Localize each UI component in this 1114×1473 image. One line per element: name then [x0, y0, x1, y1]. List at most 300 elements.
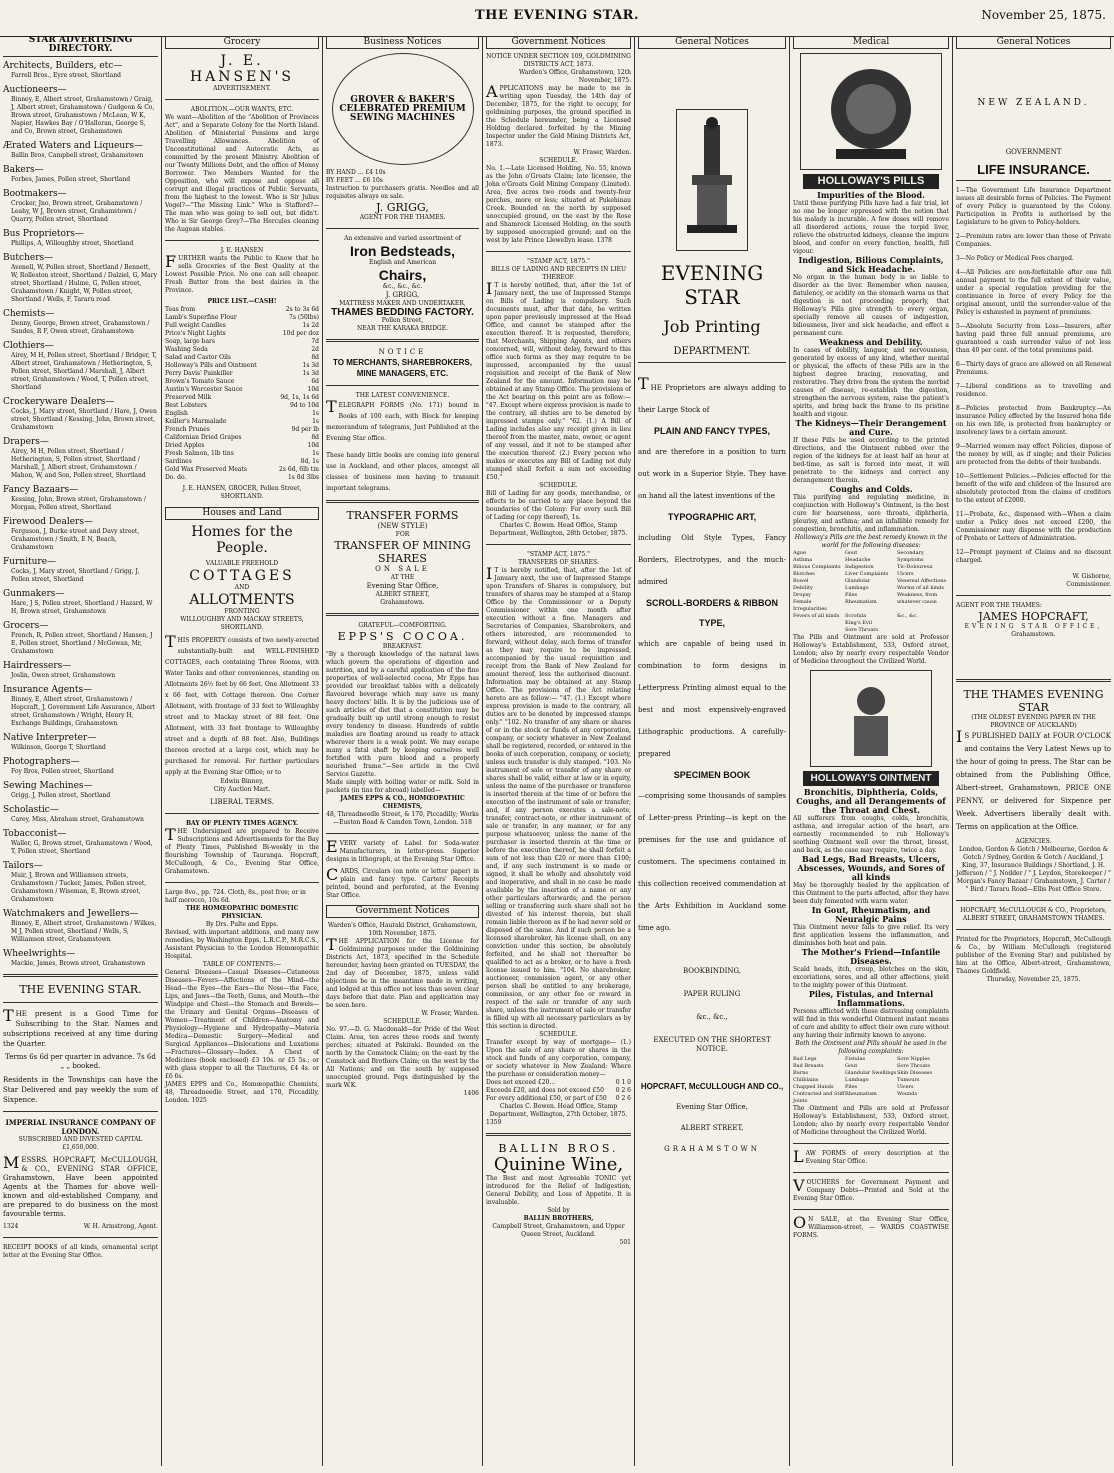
- directory-entry: [3, 397, 158, 432]
- star-residents: Residents in the Townships can have the Star Delivered and pay weekly the sum of Sixpence.: [3, 1076, 158, 1104]
- disease-item: Venereal Affections: [897, 578, 947, 584]
- grahamstown-5: GRAHAMSTOWN: [664, 1145, 760, 1153]
- pills-note: The Pills and Ointment are sold at Professor Holloway's Establishment, 533, Oxford street, London; also by nearly every respectable Vendor of Medicine throughout the Civilized World.: [793, 634, 949, 665]
- vouchers: VOUCHERS for Government Payment and Company Debts—Printed and Sold at the Evening Star Office.: [793, 1176, 949, 1202]
- disease-item: Symptoms: [897, 557, 924, 563]
- directory-entry: [3, 781, 158, 800]
- property-body: THIS PROPERTY consists of two newly-erected substantially-built and WELL-FINISHED COTTAGES, each containing Three Rooms, with Water Tanks and other conveniences, standing on Allotments 26½ feet by 66 feet. One Allotment 33 x 66 feet, with Cottage thereon. One Corner Allotment, with frontage of 33 feet to Willoughby street and to Mackay street of 88 feet. One Allotment, with 33 feet frontage to Willoughby street and a depth of 88 feet. Also, Buildings thereon erected at a large cost, which may be purchased for removal. For further particulars apply at the Evening Star Office; or to: [165, 632, 319, 776]
- price-value: 1s: [312, 410, 319, 417]
- price-row: [165, 306, 319, 314]
- disease-item: Piles: [845, 592, 858, 598]
- price-value: 1s 3d: [302, 362, 319, 369]
- every-label: EVERY variety of Label for Soda-water Manufacturers, in letter-press. Superior designs in lithograph, at the Evening Star Office.: [326, 837, 479, 863]
- crest-icon: [806, 59, 936, 164]
- directory-entry: [3, 805, 158, 824]
- directory-category: Fancy Bazaars—: [3, 485, 79, 495]
- ailment-item: Chapped Hands: [793, 1084, 834, 1090]
- price-row: [165, 434, 319, 442]
- directory-category: Bus Proprietors—: [3, 229, 84, 239]
- price-value: 8d, 1s: [300, 458, 319, 465]
- james-hopcraft: JAMES HOPCRAFT,: [978, 610, 1089, 623]
- eso-7: EVENING STAR OFFICE,: [964, 623, 1103, 630]
- proprietors: HOPCRAFT, McCULLOUGH & CO., Proprietors, ALBERT STREET, GRAHAMSTOWN THAMES.: [960, 907, 1107, 922]
- disease-item: Female Irregularities: [793, 599, 827, 612]
- ailment-item: Chilblains: [793, 1077, 819, 1083]
- binney: Edwin Binney,: [220, 778, 264, 785]
- price-row: [165, 402, 319, 410]
- disease-item: Gout: [845, 550, 858, 556]
- disease-item: Bilious Complaints: [793, 564, 841, 570]
- sold-by: Sold by: [547, 1207, 570, 1214]
- pills-banner: HOLLOWAY'S PILLS: [803, 174, 939, 189]
- directory-category: Sewing Machines—: [3, 781, 93, 791]
- hansen-title: J. E. HANSEN'S: [189, 53, 295, 85]
- directory-category: Auctioneers—: [3, 85, 67, 95]
- directory-entry: [3, 861, 158, 904]
- executed: EXECUTED ON THE SHORTEST NOTICE.: [653, 1036, 771, 1053]
- price-value: 7d: [311, 338, 319, 345]
- english-american: English and American: [368, 259, 437, 266]
- directory-entry: [3, 141, 158, 160]
- directory-entry: [3, 589, 158, 616]
- ailment-item: Wounds: [897, 1091, 918, 1097]
- directory-category: Native Interpreter—: [3, 733, 97, 743]
- bedding-factory: THAMES BEDDING FACTORY.: [331, 307, 474, 318]
- general-header-2: General Notices: [956, 36, 1111, 49]
- price-item: Fresh Salmon, 1lb tins: [165, 450, 234, 457]
- directory-category: Butchers—: [3, 253, 54, 263]
- directory-names: Phillips, A, Willoughby street, Shortland: [11, 240, 134, 247]
- bills-title: BILLS OF LADING AND RECEIPTS IN LIEU THEREOF.: [490, 266, 627, 281]
- price-value: 2s 6d, 6lb tin: [279, 466, 319, 473]
- price-row: [165, 330, 319, 338]
- epps-address: JAMES EPPS and Co., Homœopathic Chemists, 48, Threadneedle Street, and 170, Piccadilly, London. 1025: [165, 1081, 319, 1104]
- quinine: Quinine Wine,: [493, 1154, 624, 1175]
- grover-baker-logo: [332, 53, 474, 165]
- directory-category: Watchmakers and Jewellers—: [3, 909, 139, 919]
- abolition-head: ABOLITION.—OUR WANTS, ETC.: [190, 106, 294, 113]
- homeo-by: By Drs. Pulte and Epps.: [205, 921, 279, 928]
- directory-category: Scholastic—: [3, 805, 59, 815]
- disease-item: Tic-Doloureux: [897, 564, 933, 570]
- on-sale: ON SALE: [375, 565, 430, 573]
- holloway-crest: [800, 53, 942, 170]
- bookbinding: BOOKBINDING,: [682, 967, 742, 975]
- binney-sub: City Auction Mart.: [213, 786, 271, 793]
- fee-value: 0 1 0: [615, 1079, 631, 1086]
- price-list-title: PRICE LIST.—CASH!: [207, 298, 277, 305]
- albert-5: ALBERT STREET,: [680, 1124, 744, 1132]
- directory-entry: [3, 685, 158, 728]
- directory-entry: [3, 909, 158, 944]
- ailment-item: Bad Breasts: [793, 1063, 824, 1069]
- department: DEPARTMENT.: [673, 346, 751, 357]
- gout: In Gout, Rheumatism, and Neuralgic Pains: [811, 905, 931, 924]
- badlegs-body: May be thoroughly healed by the application of this Ointment to the parts affected, after they have been duly fomented with warm water.: [793, 882, 949, 905]
- newspaper-title: THE EVENING STAR.: [474, 8, 640, 23]
- imperial-body: MESSRS. HOPCRAFT, McCULLOUGH, & CO., EVENING STAR OFFICE, Grahamstown, Have been appointed Agents at the Thames for above well-known and old-established Company, and are prepared to do business on the most favourable terms.: [3, 1153, 158, 1218]
- price-value: 8d: [311, 354, 319, 361]
- fee-item: For every additional £50, or part of £50: [486, 1095, 607, 1102]
- disease-item: King's Evil: [845, 620, 872, 626]
- thames-title: THE THAMES EVENING STAR: [963, 688, 1104, 714]
- general-header-1: General Notices: [638, 36, 786, 49]
- ailment-item: Skin Diseases: [897, 1070, 933, 1076]
- directory-category: Hairdressers—: [3, 661, 72, 671]
- directory-names: Kessing, John, Brown street, Grahamstown / Morgan, Pollen street, Shortland: [11, 496, 146, 511]
- directory-names: Ferguson, J, Burke street and Davy street, Grahamstown / Smith, E N, Beach, Grahamstown: [11, 528, 140, 551]
- albert-street: ALBERT STREET,: [375, 591, 430, 598]
- star-subscribe-text: THE present is a Good Time for Subscribing to the Star. Names and subscriptions received at any time during the Quarter.: [3, 1006, 158, 1048]
- coughs-body: This purifying and regulating medicine, in conjunction with Holloway's Ointment, is the best cure for hoarseness, sore throats, diphtheria, pleurisy, and asthma; and an infallible remedy for congestion, bronchitis, and inflammation.: [793, 494, 949, 533]
- badlegs: Bad Legs, Bad Breasts, Ulcers, Abscesses, Wounds, and Sores of all kinds: [797, 854, 945, 882]
- impurities: Impurities of the Blood.: [817, 190, 925, 200]
- life-insurance: LIFE INSURANCE.: [977, 162, 1090, 177]
- imperial-no: 1324: [3, 1223, 19, 1230]
- directory-category: Firewood Dealers—: [3, 517, 93, 527]
- breakfast: BREAKFAST.: [382, 643, 423, 650]
- medical-header: Medical: [793, 36, 949, 49]
- ballin-no: 501: [619, 1239, 631, 1246]
- directory-names: Ballin Bros, Campbell street, Grahamstown: [11, 152, 144, 159]
- price-value: 1s: [312, 450, 319, 457]
- price-row: [165, 322, 319, 330]
- directory-names: Binney, E, Albert street, Grahamstown / Hopcraft, J, Government Life Assurance, Albert street, Grahamstown / Wright, Henry H, Exchange Buildings, Grahamstown: [11, 696, 156, 727]
- price-item: Dried Apples: [165, 442, 205, 449]
- price-value: 7s (50lbs): [289, 314, 319, 321]
- eso: Evening Star Office,: [366, 582, 439, 590]
- coughs: Coughs and Colds.: [829, 484, 913, 494]
- directory-names: French, R, Pollen street, Shortland / Hansen, J E, Pollen street, Shortland / McGowan, Mr, Grahamstown: [11, 632, 153, 655]
- houses-header: Houses and Land: [165, 507, 319, 520]
- directory-entry: [3, 485, 158, 512]
- price-item: Lamb's Superfine Flour: [165, 314, 237, 321]
- iron-bedsteads: Iron Bedsteads,: [349, 243, 456, 259]
- insurance-item: 9—Married women may effect Policies, dispose of the money by will, as if single; and their Policies are protected from the debts of their husbands.: [956, 443, 1111, 466]
- kidneys-body: If these Pills be used according to the printed directions, and the Ointment rubbed over the region of the kidneys for at least half an hour at bed-time, as salt is forced into meat, it will penetrate to the kidneys and correct any derangement therein.: [793, 437, 949, 484]
- price-item: Full weight Candles: [165, 322, 226, 329]
- homeo-body: Revised, with important additions, and many new remedies, by Washington Epps, L.R.C.P., M.R.C.S., Assistant Physician to the London Homœopathic Hospital.: [165, 929, 319, 960]
- directory-category: Drapers—: [3, 437, 49, 447]
- price-row: [165, 450, 319, 458]
- price-row: [165, 314, 319, 322]
- ailment-item: Sore Nipples: [897, 1056, 930, 1062]
- disease-item: Rheumatism: [845, 599, 877, 605]
- price-value: 8d: [311, 434, 319, 441]
- handy: These handy little books are coming into general use in Auckland, and other places, amongst all classes of business men having to transmit important telegrams.: [326, 452, 479, 492]
- fraser: W. Fraser, Warden.: [421, 1010, 479, 1017]
- column-medical: [789, 36, 952, 1466]
- epps-co-addr: 48, Threadneedle Street, & 170, Piccadilly; Works—Euston Road & Camden Town, London. 518: [326, 811, 479, 826]
- prop-body-1: THE Proprietors are always adding to their Large Stock of: [638, 374, 786, 414]
- directory-category: Tobacconist—: [3, 829, 67, 839]
- price-value: 10d per doz: [282, 330, 319, 337]
- ailment-item: Glandular Swellings: [845, 1070, 897, 1076]
- directory-names: Binney, E, Albert street, Grahamstown / Wilkes, M J, Pollen street, Shortland / Wells, S, Williamson street, Grahamstown: [11, 920, 157, 943]
- near-bridge: NEAR THE KARAKA BRIDGE.: [357, 325, 448, 332]
- prop-body-4: which are capable of being used in combination to form designs in Letterpress Printing almost equal to the best and most expensively-engraved Lithographic productions. A carefully-prepared: [638, 640, 786, 758]
- disease-item: Indigestion: [845, 564, 874, 570]
- disease-grid: [793, 550, 949, 634]
- directory-names: Cocks, J, Mary street, Shortland / Hare, J, Owen street, Shortland / Kessing, John, Brown street, Grahamstown: [11, 408, 157, 431]
- disease-item: Blotches: [793, 571, 815, 577]
- directory-category: Tailors—: [3, 861, 43, 871]
- directory-entry: [3, 661, 158, 680]
- directory-entry: [3, 557, 158, 584]
- disease-item: Ulcers: [897, 571, 914, 577]
- receipt-books: RECEIPT BOOKS of all kinds, ornamental script letter at the Evening Star Office.: [3, 1244, 158, 1259]
- price-row: [165, 354, 319, 362]
- scroll-borders: SCROLL-BORDERS & RIBBON TYPE,: [646, 598, 778, 628]
- by-hand: BY HAND ... £4 10s: [326, 169, 386, 176]
- disease-item: [897, 620, 949, 627]
- list-intro: Holloway's Pills are the best remedy known in the world for the following diseases:: [794, 534, 948, 549]
- published: IS PUBLISHED DAILY at FOUR O'CLOCK and contains the Very Latest News up to the hour of going to press. The Star can be obtained from the Publishing Office, Albert-street, Grahamstown, PRICE ONE PENNY, or delivered for Sixpence per Week. Advertisers liberally dealt with. Terms on application at the Office.: [956, 727, 1111, 831]
- price-item: Gold Wax Preserved Meats: [165, 466, 247, 473]
- law-forms: LAW FORMS of every description at the Evening Star Office.: [793, 1147, 949, 1166]
- schedule-body: No. 97.—D. G. Macdonald—for Pride of the West Claim. Area, ten acres three roods and twenty perches; situated at Pakiraki. Bounded on the north by the Comstock Claim; on the east by the Comstock and Brothers Claim; on the west by the All Nations; and on the south by supposed unoccupied ground. Pegs distinguished by the mark W.K.: [326, 1026, 479, 1089]
- disease-item: Lumbago: [845, 585, 869, 591]
- grateful: GRATEFUL—COMFORTING.: [358, 622, 447, 629]
- telegraph: TELEGRAPH FORMS (No. 171) bound in Books of 100 each, with Block for keeping memorandum of telegrams, Just Published at the Evening Star office.: [326, 397, 479, 442]
- mattress: MATTRESS MAKER AND UNDERTAKER,: [339, 300, 466, 307]
- applications: APPLICATIONS may be made to me in writing upon Tuesday, the 14th day of December, 1875, for the right to occupy, for goldmining purposes, the ground specified in the Schedule hereunder, being a Licensed Holding declared forfeited by the Mining Inspector under the Gold Mining Districts Act, 1873.: [486, 82, 631, 148]
- wardens: Warden's Office, Grahamstown, 12th November, 1875.: [518, 69, 631, 84]
- streets: WILLOUGHBY AND MACKAY STREETS, SHORTLAND.: [180, 616, 304, 631]
- disease-item: Debility: [793, 585, 813, 591]
- price-value: 9d per lb: [291, 426, 319, 433]
- price-item: French Prunes: [165, 426, 210, 433]
- column-directory: [0, 36, 161, 1466]
- price-list: [165, 306, 319, 482]
- insurance-item: 5—Absolute Security from Loss—Insurers, after having paid three full annual premiums, are guaranteed a cash surrender value of not less than 40 per cent. of the total premiums paid.: [956, 323, 1111, 354]
- insurance-item: 6—Thirty days of grace are allowed on all Renewal Premiums.: [956, 361, 1112, 376]
- notice-sec: NOTICE UNDER SECTION 109, GOLDMINING DISTRICTS ACT, 1873.: [486, 53, 631, 68]
- job-printing: Job Printing: [663, 317, 761, 336]
- directory-entry: [3, 189, 158, 224]
- directory-list: [3, 61, 158, 968]
- directory-entry: [3, 949, 158, 968]
- ailment-item: Lumbago: [845, 1077, 869, 1083]
- homeo-intro: Large 8vo., pp. 724. Cloth, 8s., post free; or in half morocco, 10s 6d.: [165, 889, 306, 904]
- price-row: [165, 474, 319, 482]
- directory-names: Avenell, W, Pollen street, Shortland / Bennett, W, Rolleston street, Shortland / Dalziel, G, Mary street, Shortland / Hulme, G, Pollen street, Grahamstown / Knight, W, Pollen street, Shortland / Wells, F, Tararu road: [11, 264, 157, 303]
- disease-item: &c., &c.: [897, 613, 918, 619]
- directory-names: Hare, J S, Pollen street, Shortland / Hazard, W H, Brown street, Grahamstown: [11, 600, 153, 615]
- oint-note: The Ointment and Pills are sold at Professor Holloway's Establishment, 533, Oxford street, London; also by nearly every respectable Vendor of Medicine throughout the Civilized World.: [793, 1105, 949, 1136]
- fee-row: [486, 1079, 631, 1087]
- directory-names: Muir, J, Brown and Williamson streets, Grahamstown / Tucker, James, Pollen street, Grahamstown / Wiseman, E, Brown street, Grahamstown: [11, 872, 147, 903]
- printed: Printed for the Proprietors, Hopcraft, McCullough & Co., by William McCullough (registered publisher of the Evening Star) and published by him at the Office, Albert-street, Grahamstown, Thames Goldfield.: [956, 936, 1111, 975]
- epps-cocoa: EPPS'S COCOA.: [337, 630, 468, 643]
- directory-names: Wilkinson, George T, Shortland: [11, 744, 106, 751]
- directory-names: Binney, E, Albert street, Grahamstown / Graig, J, Albert street, Grahamstown / Gudgeon & Co, Brown street, Grahamstown / McLean, W K, Napier, Hawkes Bay / O'Halloran, George S, and Co, Brown street, Grahamstown: [11, 96, 155, 135]
- directory-entry: [3, 341, 158, 392]
- price-value: 2s to 3s 6d: [285, 306, 319, 313]
- further-text: FURTHER wants the Public to Know that he sells Groceries of the Best Quality at the Lowest Possible Price. No one can sell cheaper. Fresh Butter from the best dairies in the Province.: [165, 252, 319, 294]
- grover-baker-logo-text: GROVER & BAKER'S CELEBRATED PREMIUM SEWING MACHINES: [339, 94, 466, 123]
- agencies: AGENCIES.: [1015, 838, 1052, 845]
- insurance-item: 1—The Government Life Insurance Department issues all desirable forms of Policies. The Payment of every Policy is guaranteed by the Colony. Participation in Profits is authorised by the Legislature to be given to Policy-holders.: [956, 187, 1111, 226]
- ointment-banner: HOLLOWAY'S OINTMENT: [803, 771, 939, 786]
- contents-head: TABLE OF CONTENTS:—: [202, 961, 282, 968]
- hansen-address: J. E. HANSEN, GROCER, Pollen Street, SHORTLAND.: [182, 485, 302, 500]
- ailment-item: Sore Throats: [897, 1063, 930, 1069]
- directory-entry: [3, 309, 158, 336]
- latest: THE LATEST CONVENIENCE.: [355, 392, 450, 399]
- figure-icon: [816, 676, 926, 761]
- directory-names: Joslin, Owen street, Grahamstown: [11, 672, 116, 679]
- schedule-1: SCHEDULE.: [539, 157, 578, 164]
- contents-body: General Diseases—Casual Diseases—Cutaneous Diseases—Fevers—Affections of the Mind—the Head—the Eyes—the Ears—the Nose—the Face, Lips, and Jaws—the Teeth, Gums, and Mouth—the Windpipe and Chest—the Stomach and Bowels—the Urinary and Genital Organs—Diseases of Women—Treatment of Children—Anatomy and Physiology—Hygiene and Hydropathy—Materia Medica—Domestic Surgery—Medical and Surgical Appliances—Dislocations and Luxations—Fractures—Glossary—Index. A Chest of Medicines (book enclosed) £3 10s. or £5 5s.; or with glass stopper to all the Tinctures, £4 4s. or £6 6s.: [165, 969, 319, 1080]
- on-sale-forms: ON SALE, at the Evening Star Office, Williamson-street, — WARDS COASTWISE FORMS.: [793, 1213, 949, 1239]
- ballin-addr: Campbell Street, Grahamstown, and Upper Queen Street, Auckland.: [492, 1223, 625, 1238]
- commissioner: Commissioner.: [1066, 581, 1111, 588]
- price-row: [165, 386, 319, 394]
- directory-category: Crockeryware Dealers—: [3, 397, 115, 407]
- mothers-body: Scald heads, itch, croup, blotches on the skin, excoriations, sores, and all other affections, yield to the mighty power of this Ointment.: [793, 966, 949, 989]
- mothers: The Mother's Friend—Infantile Diseases.: [801, 947, 941, 966]
- ointment-crest: [810, 670, 932, 767]
- price-item: Teas from: [165, 306, 196, 313]
- ailment-item: Rheumatism: [845, 1091, 877, 1097]
- price-value: 6d: [311, 378, 319, 385]
- gout-body: This Ointment never fails to give relief. Its very first application lessens the inflammation, and diminishes both heat and pain.: [793, 924, 949, 947]
- eso-5: Evening Star Office,: [676, 1103, 748, 1111]
- price-row: [165, 378, 319, 386]
- piles: Piles, Fistulas, and Internal Inflammations.: [808, 989, 934, 1008]
- price-item: Brown's Tomato Sauce: [165, 378, 235, 385]
- directory-category: Photographers—: [3, 757, 80, 767]
- transfer-title: TRANSFER FORMS: [346, 509, 459, 522]
- directory-names: Foy Bros, Pollen street, Shortland: [11, 768, 114, 775]
- directory-header: STAR ADVERTISING DIRECTORY.: [3, 36, 158, 57]
- grigg-2: J. GRIGG,: [385, 291, 420, 299]
- notice: NOTICE: [378, 348, 427, 356]
- directory-category: Architects, Builders, etc—: [3, 61, 123, 71]
- schedule-no: 1406: [463, 1090, 479, 1097]
- price-value: 1s: [312, 418, 319, 425]
- price-value: 1s 3d: [302, 370, 319, 377]
- directory-entry: [3, 61, 158, 80]
- price-item: Keiller's Marmalade: [165, 418, 227, 425]
- insurance-item: 7—Liberal conditions as to travelling and residence.: [956, 383, 1111, 398]
- ailment-item: Gout: [845, 1063, 858, 1069]
- star-title: THE EVENING STAR.: [19, 983, 142, 996]
- directory-names: Airey, M H, Pollen street, Shortland / Bridger, T, Albert street, Grahamstown / Hetherington, S, Pollen street, Shortland / Marshall, J, Albert street, Grahamstown / Wood, T, Pollen street, Shortland: [11, 352, 157, 391]
- evening-star-big: EVENING STAR: [660, 261, 764, 309]
- column-business: [322, 36, 482, 1466]
- stamp-title: "STAMP ACT, 1875.": [527, 258, 590, 265]
- disease-item: [897, 627, 949, 634]
- stamp-body: IT is hereby notified, that, after the 1st of January next, the use of Impressed Stamps on Bills of Lading is compulsory. Such documents must, after that date, be written upon paper previously impressed at the Head Office, and cannot be stamped after the execution thereof. It is requested, therefore, that Merchants, Shipping Agents, and others concerned, will, without delay, forward to this office such forms as they may require to be impressed, accompanied by the usual requisition and receipt of the Bank of New Zealand for the amount. Information may be obtained at any Stamp Office. The provisions of the Act bearing on this point are as follow:— "47. Except where express provision is made to the contrary, all duties are to be denoted by impressed stamps only." "62. (1.) A Bill of Lading includes also any receipt given in lieu thereof from the master, mate, owner, or agent of any vessel, and it not to be stamped after the execution thereof. (2.) Every person who makes or executes any Bill of Lading not duly stamped shall forfeit a sum not exceeding £50.": [486, 279, 631, 481]
- price-value: 9d to 10d: [290, 402, 319, 409]
- price-item: Sardines: [165, 458, 192, 465]
- kidneys: The Kidneys—Their Derangement and Cure.: [795, 418, 947, 437]
- imperial-title: IMPERIAL INSURANCE COMPANY OF LONDON.: [5, 1118, 156, 1136]
- etc: &c., &c., &c.: [382, 283, 423, 290]
- at-the: AT THE: [390, 574, 415, 581]
- government: GOVERNMENT: [1005, 148, 1062, 156]
- gisborne: W. Gisborne,: [1072, 573, 1111, 580]
- price-item: Austin's Worcester Sauce: [165, 386, 243, 393]
- disease-item: Weakness, from: [897, 592, 938, 598]
- chairs: Chairs,: [378, 267, 427, 283]
- fee-value: 0 2 6: [615, 1095, 631, 1102]
- column-insurance: [952, 36, 1114, 1466]
- directory-entry: [3, 253, 158, 304]
- directory-entry: [3, 829, 158, 856]
- price-value: 1s 8d 3lbs: [287, 474, 319, 481]
- bowen-2: Charles C. Bowen. Head Office, Stamp Department, Wellington, 27th October, 1875.: [489, 1103, 628, 1118]
- directory-entry: [3, 517, 158, 552]
- price-value: 9d, 1s, 1s 6d: [280, 394, 319, 401]
- homes-title: Homes for the People.: [191, 524, 293, 556]
- insurance-item: 8—Policies protected from Bankruptcy.—An insurance Policy effected by the Insured bona fide on his own life, is protected from bankruptcy or insolvency laws to a certain amount.: [956, 405, 1111, 436]
- directory-category: Furniture—: [3, 557, 57, 567]
- schedule-2: SCHEDULE.: [539, 482, 578, 489]
- bowen: Charles C. Bowen. Head Office, Stamp Department, Wellington, 28th October, 1875.: [489, 522, 628, 537]
- disease-item: Ague: [793, 550, 806, 556]
- indigestion: Indigestion, Bilious Complaints, and Sick Headache.: [798, 255, 944, 274]
- ailment-grid: [793, 1056, 949, 1105]
- ailment-item: Ulcers: [897, 1084, 914, 1090]
- quinine-body: The Best and most Agreeable TONIC yet introduced for the Relief of Indigestion, General Debility, and Loss of Appetite. It is invaluable.: [486, 1175, 631, 1206]
- transfer-style: (NEW STYLE): [377, 522, 428, 530]
- insurance-item: 10—Settlement Policies.—Policies effected for the benefit of the wife and children of the Insured are absolutely protected from the claims of creditors to the extent of £2000.: [956, 473, 1111, 504]
- price-row: [165, 458, 319, 466]
- grahamstown-7: Grahamstown.: [1011, 631, 1056, 638]
- fee-item: Exceeds £20, and does not exceed £50: [486, 1087, 604, 1094]
- disease-item: Glandular: [845, 578, 871, 584]
- insurance-item: 4—All Policies are non-forfeitable after one full annual payment to the full extent of their value, under a special regulation providing for the continuance in force of every Policy for the original amount, until the surrender-value of the Policy is exhausted in payment of premiums.: [956, 269, 1111, 316]
- ailment-item: Contracted and Stiff Joints: [793, 1091, 845, 1104]
- price-row: [165, 418, 319, 426]
- transfers-body: IT is hereby notified, that, after the 1st of January next, the use of Impressed Stamps upon Transfers of Shares is compulsory, but transfers of shares may be stamped at a Stamp Office by the Commissioner or a Deputy Commissioner within one month after execution without a fine. Managers and Secretaries of Companies, Sharebrokers, and others interested, are recommended to forward, without delay, such forms of transfer as they may require to be impressed, accompanied by the usual requisition and receipt from the Bank of New Zealand for amount thereof, less the authorised discount. Information may be obtained at any Stamp Office. The provisions of the Act relating hereto are as follow:— "47. (1.) Except where express provision is made to the contrary, all duties are to be denoted by impressed stamps only." "102. No transfer of any share or shares of or in the stock or funds of any corporation, company, or society whatever in New Zealand shall be registered, recorded, or entered in the books of such corporation, company, or society, unless such transfer is duly stamped. "103. No instrument of sale or transfer of any share or shares shall be valid, either at law or in equity, unless the name of the purchaser or transferee is inserted therein at the time of or before the execution of the instrument of sale or transfer; and, if any person executes a sale-note, transfer, contract-note, or other instrument of sale or transfer, in any manner, or for any purpose whatsoever, unless the name of the purchaser is inserted therein at the time or before the execution thereof, he shall forfeit a sum of not less than £20 or more than £100; and, if any such instrument is so made or signed, it shall be wholly and absolutely void and inoperative, and shall in no case be made available by the insertion of a name or any other particulars afterwards; and the person selling or transferring such share shall not be divested of his interest therein, but shall remain liable thereon as if he had never sold or disposed of the same. And if such person be a licensed sharebroker, his license shall, on any conviction under this section, be absolutely forfeited, and he shall not thereafter be qualified to act as a broker, or to have a fresh license issued to him. "104. No sharebroker, auctioneer, commission agent, or any other person shall be entitled to any brokerage, commission, or any other fee or reward in respect of the sale or transfer of any such share, unless the instrument of sale or transfer is filled up with all necessary particulars as by this section is directed.: [486, 564, 631, 1030]
- disease-item: Worms of all kinds: [897, 585, 944, 591]
- agency-list: London, Gordon & Gotch / Melbourne, Gordon & Gotch / Sydney, Gordon & Gotch / Auckland, J. King, 37, Insurance Buildings / Shortland, J. H. Jefferson / " J. Nodder / " J. Leydon, Storekeeper / " Morgan's Fancy Bazaar / Grahamstown, J. Carter / " Bird / Tararu Road—Ellis Post Office Store.: [956, 846, 1111, 893]
- grigg: J. GRIGG,: [376, 201, 429, 214]
- price-value: 10d: [307, 386, 319, 393]
- price-row: [165, 370, 319, 378]
- schedule: SCHEDULE.: [383, 1018, 422, 1025]
- prop-body-5: —comprising some thousands of samples of Letter-press Printing—is kept on the premises for the use and guidance of customers. The specimens contained in this collection received commendation at the Arts Exhibition in Auckland some time ago.: [638, 792, 786, 932]
- directory-names: Farrell Bros., Eyre street, Shortland: [11, 72, 121, 79]
- insurance-item: 3—No Policy or Medical Fees charged.: [956, 255, 1074, 262]
- price-item: Best Lobsters: [165, 402, 207, 409]
- bay-title: BAY OF PLENTY TIMES AGENCY.: [185, 820, 299, 827]
- directory-names: Carey, Miss, Abraham street, Grahamstown: [11, 816, 144, 823]
- directory-entry: [3, 733, 158, 752]
- indigestion-body: No organ in the human body is so liable to disorder as the liver. Remember when nausea, flatulency, or acidity on the stomach warns us that digestion is not proceeding properly, that Holloway's Pills give strength to every organ, specially remove all causes of indigestion, biliousness, liver and sick headache, and effect a permanent cure.: [793, 274, 949, 337]
- price-row: [165, 394, 319, 402]
- disease-item: [793, 620, 845, 627]
- new-zealand: NEW ZEALAND.: [977, 98, 1090, 108]
- fee-value: 0 2 6: [615, 1087, 631, 1094]
- weakness: Weakness and Debility.: [819, 337, 923, 347]
- directory-category: Ærated Waters and Liqueurs—: [3, 141, 144, 151]
- insurance-item: 2—Premium rates are lower than those of Private Companies.: [956, 233, 1111, 248]
- date-7: Thursday, November 25, 1875.: [986, 976, 1081, 983]
- thames-sub: (THE OLDEST EVENING PAPER IN THE PROVINCE OF AUCKLAND): [971, 714, 1096, 729]
- ballin: BALLIN BROS.: [498, 1142, 619, 1155]
- no-1359: 1359: [486, 1119, 502, 1126]
- directory-entry: [3, 437, 158, 480]
- price-item: Washing Soda: [165, 346, 208, 353]
- stamp-2: "STAMP ACT, 1875.": [527, 551, 590, 558]
- bronchitis: Bronchitis, Diphtheria, Colds, Coughs, and all Derangements of the Throat and Chest.: [796, 787, 946, 815]
- impurities-body: Until these purifying Pills have had a fair trial, let no one be longer oppressed with the notion that his malady is incurable. A few doses will remove all disordered actions, rouse the torpid liver, relieve the obstructed kidneys, cleanse the impure blood, and confer on every function, health, full vigour.: [793, 200, 949, 255]
